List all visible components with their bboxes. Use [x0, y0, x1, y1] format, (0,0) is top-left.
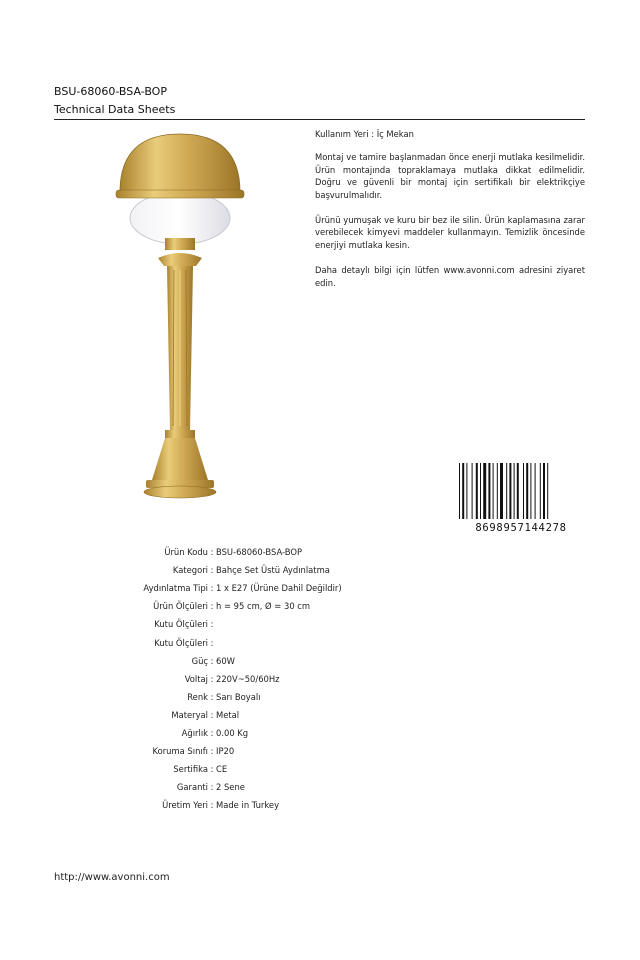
spec-row	[56, 724, 436, 742]
barcode-bar	[472, 463, 473, 519]
barcode-bar	[547, 463, 548, 519]
barcode-bar	[480, 463, 481, 519]
spec-value: Metal	[216, 709, 240, 720]
spec-label: Sertifika	[173, 764, 208, 775]
spec-row	[56, 796, 436, 814]
spec-row	[56, 633, 436, 651]
spec-row	[56, 760, 436, 778]
spec-label: Renk	[187, 691, 208, 702]
spec-label: Ağırlık	[181, 727, 208, 738]
spec-row	[56, 615, 436, 633]
specifications-list	[56, 543, 436, 814]
spec-separator: :	[210, 800, 214, 811]
spec-label: Voltaj	[184, 673, 208, 684]
spec-value: 60W	[216, 655, 235, 666]
spec-label: Aydınlatma Tipi	[143, 583, 208, 594]
usage-location: Kullanım Yeri : İç Mekan	[315, 129, 414, 139]
barcode-bar	[517, 463, 519, 519]
spec-separator: :	[210, 746, 214, 757]
spec-separator: :	[210, 637, 214, 648]
spec-separator: :	[210, 709, 214, 720]
barcode-bar	[483, 463, 486, 519]
cleaning-paragraph: Ürünü yumuşak ve kuru bir bez ile silin. Ürün kaplamasına zarar verebilecek kimyevi maddeler kullanmayın. Temizlik öncesinde enerjiyi mutlaka kesin.	[315, 215, 585, 250]
product-description	[315, 128, 585, 302]
barcode-bar	[530, 463, 531, 519]
spec-separator: :	[210, 782, 214, 793]
spec-row	[56, 579, 436, 597]
barcode-bar	[514, 463, 515, 519]
spec-value: BSU-68060-BSA-BOP	[216, 547, 303, 558]
spec-row	[56, 652, 436, 670]
spec-label: Kategori	[172, 565, 208, 576]
spec-separator: :	[210, 655, 214, 666]
spec-value: Sarı Boyalı	[216, 691, 261, 702]
barcode-bar	[500, 463, 503, 519]
spec-label: Kutu Ölçüleri	[154, 637, 208, 648]
spec-separator: :	[210, 583, 214, 594]
barcode-digits: 8698957144278	[475, 522, 567, 533]
barcode-bar	[459, 463, 460, 519]
spec-value: Made in Turkey	[216, 800, 280, 811]
spec-row	[56, 561, 436, 579]
spec-row	[56, 706, 436, 724]
spec-separator: :	[210, 764, 214, 775]
spec-value: IP20	[216, 746, 235, 757]
spec-separator: :	[210, 601, 214, 612]
document-title: Technical Data Sheets	[54, 103, 176, 116]
barcode-bar	[493, 463, 494, 519]
safety-paragraph: Montaj ve tamire başlanmadan önce enerji mutlaka kesilmelidir. Ürün montajında topraklamaya mutlaka dikkat edilmelidir. Doğru ve güvenli bir montaj için sertifikalı bir elektrikçiye başvurulmalıdır.	[315, 152, 585, 200]
info-paragraph: Daha detaylı bilgi için lütfen www.avonni.com adresini ziyaret edin.	[315, 265, 585, 288]
barcode-bar	[540, 463, 541, 519]
spec-value: CE	[216, 764, 228, 775]
spec-separator: :	[210, 727, 214, 738]
spec-separator: :	[210, 547, 214, 558]
header-divider	[54, 119, 585, 120]
spec-label: Güç	[191, 655, 208, 666]
spec-label: Üretim Yeri	[162, 800, 208, 811]
barcode-bar	[497, 463, 498, 519]
product-image	[110, 130, 250, 510]
barcode-bar	[523, 463, 524, 519]
spec-row	[56, 670, 436, 688]
spec-value: 0.00 Kg	[216, 727, 249, 738]
spec-label: Ürün Kodu	[164, 547, 208, 558]
spec-label: Ürün Ölçüleri	[153, 601, 208, 612]
spec-value: h = 95 cm, Ø = 30 cm	[216, 601, 311, 612]
spec-row	[56, 778, 436, 796]
spec-value: Bahçe Set Üstü Aydınlatma	[216, 565, 330, 576]
barcode-bar	[476, 463, 478, 519]
spec-label: Materyal	[171, 709, 208, 720]
spec-label: Kutu Ölçüleri	[154, 619, 208, 630]
spec-separator: :	[210, 565, 214, 576]
product-code-heading: BSU-68060-BSA-BOP	[54, 85, 167, 98]
spec-value: 220V~50/60Hz	[216, 673, 280, 684]
spec-separator: :	[210, 619, 214, 630]
barcode-bar	[509, 463, 511, 519]
spec-row	[56, 742, 436, 760]
spec-separator: :	[210, 673, 214, 684]
barcode-bar	[488, 463, 490, 519]
product-barcode	[457, 461, 585, 533]
spec-row	[56, 688, 436, 706]
spec-row	[56, 597, 436, 615]
barcode-bar	[506, 463, 507, 519]
spec-label: Koruma Sınıfı	[152, 746, 208, 757]
spec-separator: :	[210, 691, 214, 702]
spec-row	[56, 543, 436, 561]
barcode-bar	[526, 463, 528, 519]
spec-value: 1 x E27 (Ürüne Dahil Değildir)	[216, 583, 342, 594]
spec-label: Garanti	[176, 782, 208, 793]
website-link[interactable]: http://www.avonni.com	[54, 872, 170, 883]
barcode-bar	[466, 463, 467, 519]
barcode-bar	[462, 463, 464, 519]
barcode-bar	[543, 463, 545, 519]
barcode-bar	[535, 463, 536, 519]
spec-value: 2 Sene	[216, 782, 245, 793]
